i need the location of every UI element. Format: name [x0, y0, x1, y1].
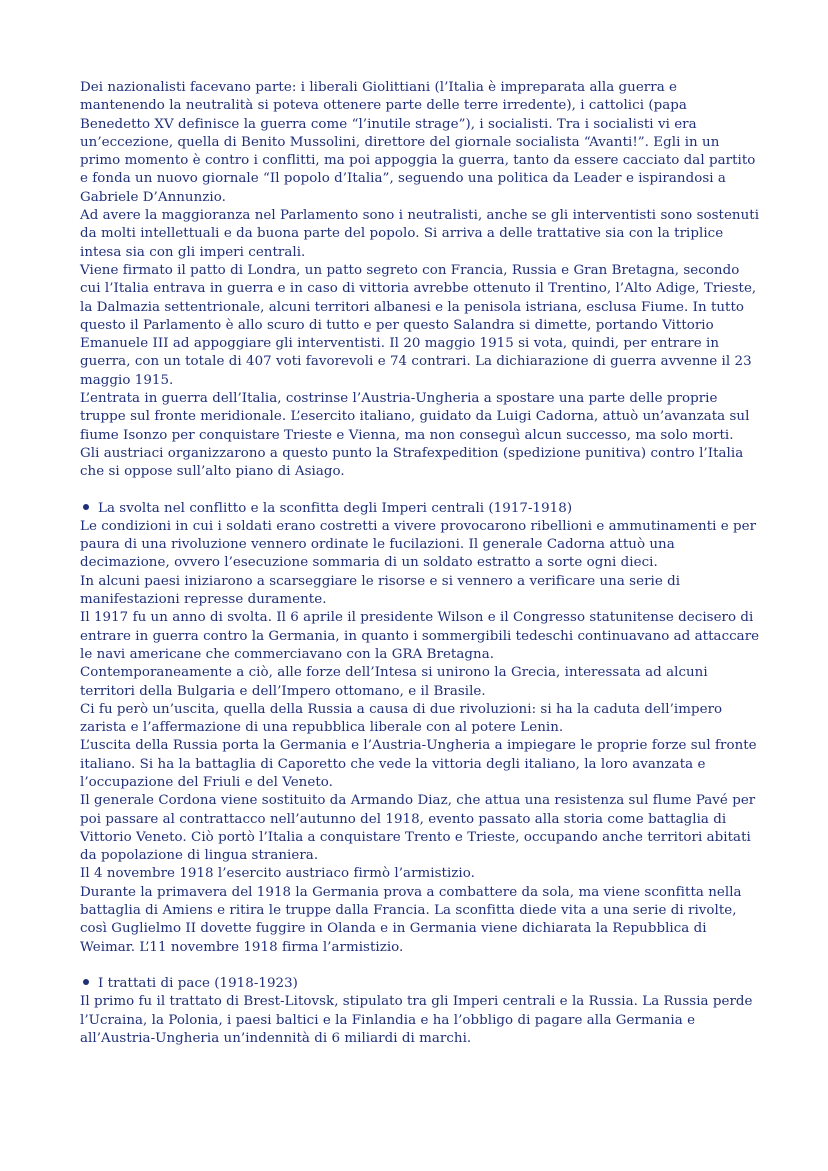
bullet-icon — [83, 504, 89, 510]
paragraph: In alcuni paesi iniziarono a scarseggiare le risorse e si vennero a verificare una serie di manifestazioni represse duramente. — [80, 573, 681, 608]
paragraph: Viene firmato il patto di Londra, un patto segreto con Francia, Russia e Gran Bretagna, secondo cui l’Italia entrava in guerra e in caso di vittoria avrebbe ottenuto il Trentino, l’Alto Adige, Trieste, la Dalmazia settentrionale, alcuni territori albanesi e la penisola istriana, esclusa Fiume. In tutto questo il Parlamento è allo scuro di tutto e per questo Salandra si dimette, portando Vittorio Emanuele III ad appoggiare gli interventisti. Il 20 maggio 1915 si vota, quindi, per entrare in guerra, con un totale di 407 voti favorevoli e 74 contrari. La dichiarazione di guerra avvenne il 23 maggio 1915. — [80, 262, 757, 388]
paragraph: Gli austriaci organizzarono a questo punto la Strafexpedition (spedizione punitiva) contro l’Italia che si oppose sull’alto piano di Asiago. — [80, 445, 744, 480]
section-svolta-conflitto — [80, 500, 760, 957]
section-heading-text: La svolta nel conflitto e la sconfitta degli Imperi centrali (1917-1918) — [98, 500, 573, 516]
paragraph: Ci fu però un’uscita, quella della Russia a causa di due rivoluzioni: si ha la caduta dell’impero zarista e l’affermazione di una repubblica liberale con al potere Lenin. — [80, 701, 723, 736]
section-heading — [80, 975, 760, 993]
bullet-icon — [83, 979, 89, 985]
paragraph: Il primo fu il trattato di Brest-Litovsk, stipulato tra gli Imperi centrali e la Russia. La Russia perde l’Ucraina, la Polonia, i paesi baltici e la Finlandia e ha l’obbligo di pagare alla Germania e all’Austria-Ungheria un’indennità di 6 miliardi di marchi. — [80, 994, 753, 1046]
paragraph: Le condizioni in cui i soldati erano costretti a vivere provocarono ribellioni e ammutinamenti e per paura di una rivoluzione vennero ordinate le fucilazioni. Il generale Cadorna attuò una decimazione, ovvero l’esecuzione sommaria di un soldato estratto a sorte ogni dieci. — [80, 518, 757, 571]
section-heading — [80, 500, 760, 518]
paragraph: L’entrata in guerra dell’Italia, costrinse l’Austria-Ungheria a spostare una parte delle proprie truppe sul fronte meridionale. L’esercito italiano, guidato da Luigi Cadorna, attuò un’avanzata sul fiume Isonzo per conquistare Trieste e Vienna, ma non conseguì alcun successo, ma solo morti. — [80, 391, 750, 443]
paragraph: Il 1917 fu un anno di svolta. Il 6 aprile il presidente Wilson e il Congresso statunitense decisero di entrare in guerra contro la Germania, in quanto i sommergibili tedeschi continuavano ad attaccare le navi americane che commerciavano con la GRA Bretagna. — [80, 610, 760, 662]
section-spacer — [80, 482, 760, 500]
paragraph: L’uscita della Russia porta la Germania e l’Austria-Ungheria a impiegare le proprie forze sul fronte italiano. Si ha la battaglia di Caporetto che vede la vittoria degli italiano, la loro avanzata e l’occupazione del Friuli e del Veneto. — [80, 738, 757, 790]
paragraph: Il 4 novembre 1918 l’esercito austriaco firmò l’armistizio. — [80, 866, 475, 882]
paragraph: Dei nazionalisti facevano parte: i liberali Giolittiani (l’Italia è impreparata alla guerra e mantenendo la neutralità si poteva ottenere parte delle terre irredente), i cattolici (papa Benedetto XV definisce la guerra come “l’inutile strage”), i socialisti. Tra i socialisti vi era un’eccezione, quella di Benito Mussolini, direttore del giornale socialista “Avanti!”. Egli in un primo momento è contro i conflitti, ma poi appoggia la guerra, tanto da essere cacciato dal partito e fonda un nuovo giornale “Il popolo d’Italia”, seguendo una politica da Leader e ispirandosi a Gabriele D’Annunzio. — [80, 80, 756, 205]
paragraph: Il generale Cordona viene sostituito da Armando Diaz, che attua una resistenza sul flume Pavé per poi passare al contrattacco nell’autunno del 1918, evento passato alla storia come battaglia di Vittorio Veneto. Ciò portò l’Italia a conquistare Trento e Trieste, occupando anche territori abitati da popolazione di lingua straniera. — [80, 793, 756, 864]
section-trattati-pace — [80, 975, 760, 1048]
paragraph: Contemporaneamente a ciò, alle forze dell’Intesa si unirono la Grecia, interessata ad alcuni territori della Bulgaria e dell’Impero ottomano, e il Brasile. — [80, 665, 708, 699]
paragraph: Ad avere la maggioranza nel Parlamento sono i neutralisti, anche se gli interventisti sono sostenuti da molti intellettuali e da buona parte del popolo. Si arriva a delle trattative sia con la triplice intesa sia con gli imperi centrali. — [80, 208, 760, 260]
section-spacer — [80, 957, 760, 975]
paragraph: Durante la primavera del 1918 la Germania prova a combattere da sola, ma viene sconfitta nella battaglia di Amiens e ritira le truppe dalla Francia. La sconfitta diede vita a una serie di rivolte, così Guglielmo II dovette fuggire in Olanda e in Germania viene dichiarata la Repubblica di Weimar. L’11 novembre 1918 firma l’armistizio. — [80, 884, 742, 955]
section-neutralisti-interventisti — [80, 79, 760, 482]
document-page — [80, 79, 760, 1048]
section-heading-text: I trattati di pace (1918-1923) — [98, 975, 298, 991]
